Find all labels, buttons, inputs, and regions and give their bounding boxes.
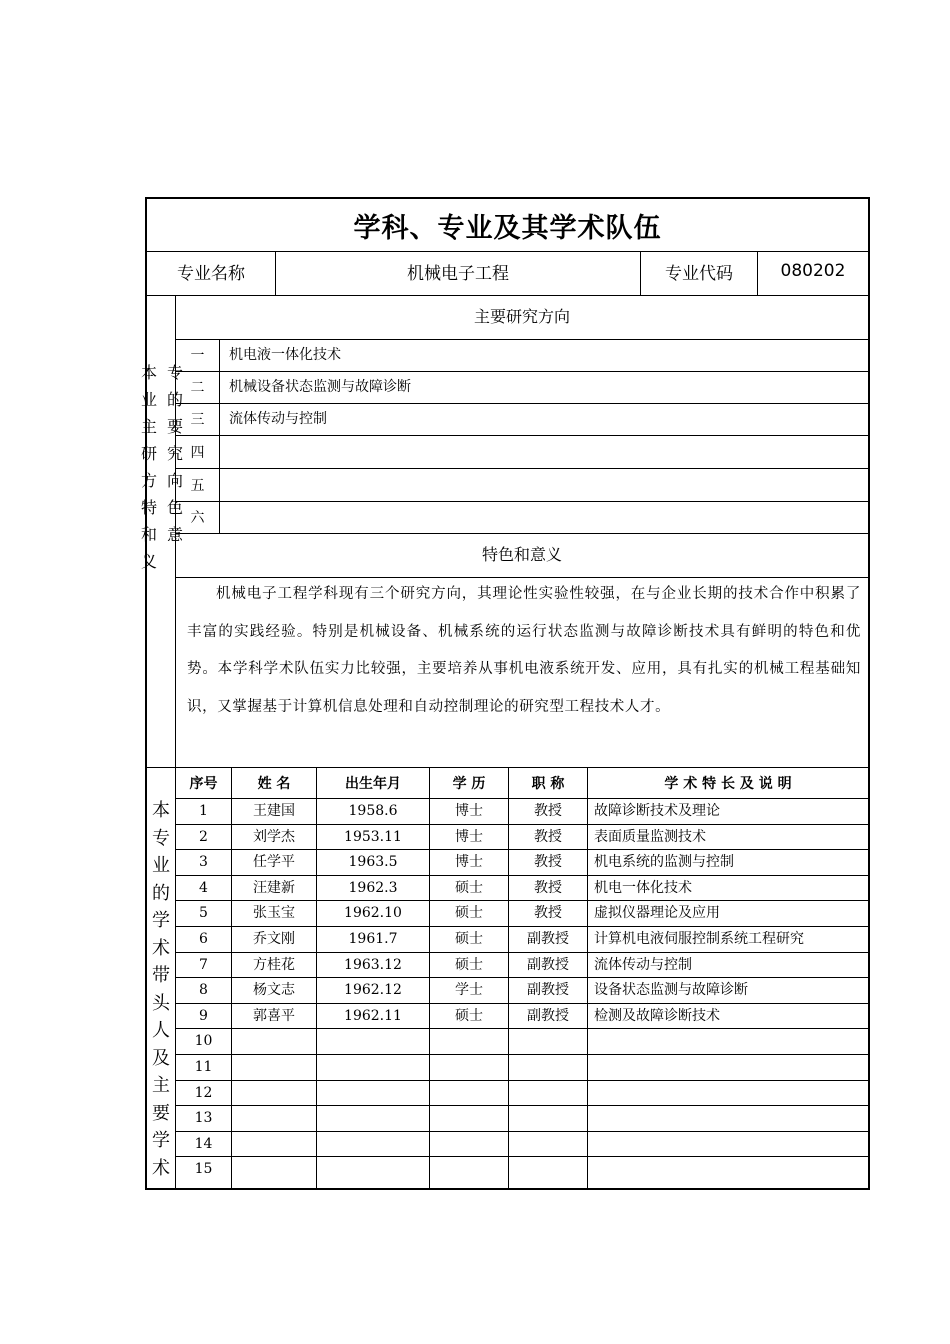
side-char: 业 xyxy=(140,390,157,409)
cell-degree: 硕士 xyxy=(455,931,483,947)
cell-title: 教授 xyxy=(534,828,562,845)
research-side-label-col1 xyxy=(137,359,161,575)
side-char: 专 xyxy=(152,827,170,849)
side-char: 要 xyxy=(166,417,183,436)
cell-specialty: 机电一体化技术 xyxy=(594,879,692,896)
cell-degree: 博士 xyxy=(455,828,483,845)
cell-name: 任学平 xyxy=(253,854,295,871)
side-char: 人 xyxy=(152,1020,170,1041)
side-char: 业 xyxy=(152,855,170,876)
cell-degree: 博士 xyxy=(455,803,483,819)
cell-name: 郭喜平 xyxy=(253,1007,295,1024)
cell-title: 教授 xyxy=(534,905,562,922)
cell-index: 13 xyxy=(194,1110,213,1127)
side-char: 意 xyxy=(166,525,183,544)
side-char: 术 xyxy=(152,1157,170,1179)
cell-name: 汪建新 xyxy=(253,879,295,896)
cell-birth xyxy=(317,1132,429,1157)
cell-title: 副教授 xyxy=(527,982,569,999)
cell-name xyxy=(232,1081,316,1106)
cell-title: 教授 xyxy=(534,803,562,819)
cell-degree xyxy=(430,1106,508,1131)
cell-index: 7 xyxy=(199,956,208,973)
direction-num: 二 xyxy=(190,380,205,396)
cell-birth: 1963.5 xyxy=(348,854,398,871)
cell-degree: 硕士 xyxy=(455,956,483,973)
direction-num: 四 xyxy=(190,444,205,461)
cell-specialty: 机电系统的监测与控制 xyxy=(594,854,734,871)
side-char: 研 xyxy=(140,444,157,463)
cell-degree xyxy=(430,1081,508,1106)
cell-name: 乔文刚 xyxy=(253,931,295,947)
direction-num: 六 xyxy=(190,510,205,526)
cell-index: 1 xyxy=(199,803,208,819)
side-char: 色 xyxy=(166,498,183,517)
side-char: 本 xyxy=(140,363,157,382)
cell-birth: 1963.12 xyxy=(344,956,402,973)
feature-heading: 特色和意义 xyxy=(481,544,562,564)
major-code-value: 080202 xyxy=(780,261,846,281)
cell-index: 8 xyxy=(199,982,208,999)
column-header: 姓 名 xyxy=(257,775,291,792)
cell-index: 10 xyxy=(194,1033,213,1050)
cell-degree: 学士 xyxy=(455,982,483,999)
cell-specialty xyxy=(594,1081,866,1106)
cell-index: 15 xyxy=(194,1161,213,1178)
cell-index: 3 xyxy=(199,854,208,871)
cell-degree: 硕士 xyxy=(455,879,483,896)
cell-name xyxy=(232,1029,316,1054)
cell-specialty: 设备状态监测与故障诊断 xyxy=(594,982,748,999)
side-char: 学 xyxy=(152,910,170,931)
research-heading: 主要研究方向 xyxy=(473,306,570,326)
side-char: 术 xyxy=(152,937,170,959)
side-char: 义 xyxy=(140,552,157,571)
direction-text: 机电液一体化技术 xyxy=(229,347,341,363)
cell-title xyxy=(509,1106,587,1131)
cell-specialty: 表面质量监测技术 xyxy=(594,828,706,845)
cell-name xyxy=(232,1157,316,1182)
direction-text: 机械设备状态监测与故障诊断 xyxy=(229,379,411,395)
side-char: 带 xyxy=(152,965,170,986)
cell-specialty xyxy=(594,1132,866,1157)
cell-birth xyxy=(317,1055,429,1080)
cell-birth: 1962.3 xyxy=(348,879,398,896)
cell-name xyxy=(232,1106,316,1131)
cell-specialty: 故障诊断技术及理论 xyxy=(594,803,720,819)
cell-title xyxy=(509,1081,587,1106)
direction-num: 五 xyxy=(190,477,205,494)
side-char: 头 xyxy=(152,992,170,1014)
cell-name: 王建国 xyxy=(253,803,295,819)
major-name-label: 专业名称 xyxy=(177,263,245,284)
side-char: 及 xyxy=(152,1047,170,1069)
cell-name: 张玉宝 xyxy=(253,905,295,922)
direction-text xyxy=(229,435,859,468)
column-header: 学 术 特 长 及 说 明 xyxy=(664,775,792,792)
cell-birth: 1962.11 xyxy=(344,1007,402,1024)
side-char: 向 xyxy=(166,471,183,490)
side-char: 和 xyxy=(140,525,157,544)
cell-specialty: 检测及故障诊断技术 xyxy=(594,1007,720,1024)
cell-name: 杨文志 xyxy=(253,982,295,999)
cell-birth xyxy=(317,1157,429,1182)
direction-num: 一 xyxy=(190,348,205,364)
cell-degree: 硕士 xyxy=(455,905,483,922)
column-header: 职 称 xyxy=(531,775,565,792)
cell-name: 方桂花 xyxy=(253,956,295,973)
side-char: 的 xyxy=(152,882,170,904)
cell-title xyxy=(509,1132,587,1157)
faculty-table xyxy=(176,767,868,1188)
cell-name: 刘学杰 xyxy=(253,828,295,845)
cell-title: 副教授 xyxy=(527,1007,569,1024)
form-title: 学科、专业及其学术队伍 xyxy=(353,212,662,244)
divider xyxy=(219,339,220,533)
cell-index: 14 xyxy=(194,1135,213,1152)
side-char: 的 xyxy=(166,390,183,409)
direction-text xyxy=(229,468,859,501)
cell-specialty xyxy=(594,1055,866,1080)
side-char: 主 xyxy=(140,417,157,436)
column-header: 出生年月 xyxy=(345,775,401,792)
cell-birth xyxy=(317,1106,429,1131)
cell-specialty xyxy=(594,1157,866,1182)
cell-degree: 硕士 xyxy=(455,1007,483,1024)
faculty-side-label xyxy=(149,797,173,1179)
column-header: 学 历 xyxy=(452,775,486,792)
side-char: 主 xyxy=(152,1075,170,1096)
cell-degree xyxy=(430,1029,508,1054)
cell-birth: 1962.10 xyxy=(344,905,402,922)
cell-specialty xyxy=(594,1029,866,1054)
cell-title xyxy=(509,1055,587,1080)
side-char: 究 xyxy=(166,444,183,463)
direction-num: 三 xyxy=(190,412,205,428)
side-char: 方 xyxy=(140,471,157,490)
direction-text xyxy=(229,501,859,533)
cell-index: 5 xyxy=(199,905,208,922)
side-char: 要 xyxy=(152,1102,170,1124)
cell-degree xyxy=(430,1132,508,1157)
cell-title: 副教授 xyxy=(527,956,569,973)
cell-specialty: 流体传动与控制 xyxy=(594,956,692,973)
cell-birth: 1962.12 xyxy=(344,982,402,999)
cell-specialty: 计算机电液伺服控制系统工程研究 xyxy=(594,931,804,947)
side-char: 特 xyxy=(140,498,157,517)
column-header: 序号 xyxy=(189,775,218,792)
direction-text: 流体传动与控制 xyxy=(229,411,327,427)
cell-title xyxy=(509,1029,587,1054)
cell-name xyxy=(232,1055,316,1080)
cell-title: 教授 xyxy=(534,854,562,871)
cell-birth: 1953.11 xyxy=(344,828,402,845)
cell-degree xyxy=(430,1157,508,1182)
cell-degree: 博士 xyxy=(455,854,483,871)
cell-index: 11 xyxy=(194,1059,213,1075)
cell-birth xyxy=(317,1081,429,1106)
cell-index: 9 xyxy=(199,1007,208,1024)
form-frame xyxy=(140,197,870,1190)
feature-paragraph: 机械电子工程学科现有三个研究方向，其理论性实验性较强，在与企业长期的技术合作中积累了丰富的实践经验。特别是机械设备、机械系统的运行状态监测与故障诊断技术具有鲜明的特色和优势。本学科学术队伍实力比较强，主要培养从事机电液系统开发、应用，具有扎实的机械工程基础知识，又掌握基于计算机信息处理和自动控制理论的研究型工程技术人才。 xyxy=(187,586,861,715)
cell-name xyxy=(232,1132,316,1157)
cell-birth xyxy=(317,1029,429,1054)
side-char: 专 xyxy=(166,363,183,382)
cell-title xyxy=(509,1157,587,1182)
cell-birth: 1961.7 xyxy=(348,931,398,947)
major-code-label: 专业代码 xyxy=(665,263,733,284)
cell-specialty: 虚拟仪器理论及应用 xyxy=(594,905,720,922)
cell-title: 副教授 xyxy=(527,931,569,947)
cell-index: 6 xyxy=(199,931,208,947)
cell-index: 2 xyxy=(199,828,208,845)
cell-title: 教授 xyxy=(534,879,562,896)
cell-birth: 1958.6 xyxy=(348,803,398,819)
cell-degree xyxy=(430,1055,508,1080)
cell-index: 4 xyxy=(199,879,208,896)
side-char: 学 xyxy=(152,1130,170,1151)
cell-specialty xyxy=(594,1106,866,1131)
cell-index: 12 xyxy=(194,1084,213,1101)
major-name-value: 机械电子工程 xyxy=(407,263,509,284)
side-char: 本 xyxy=(152,800,170,821)
